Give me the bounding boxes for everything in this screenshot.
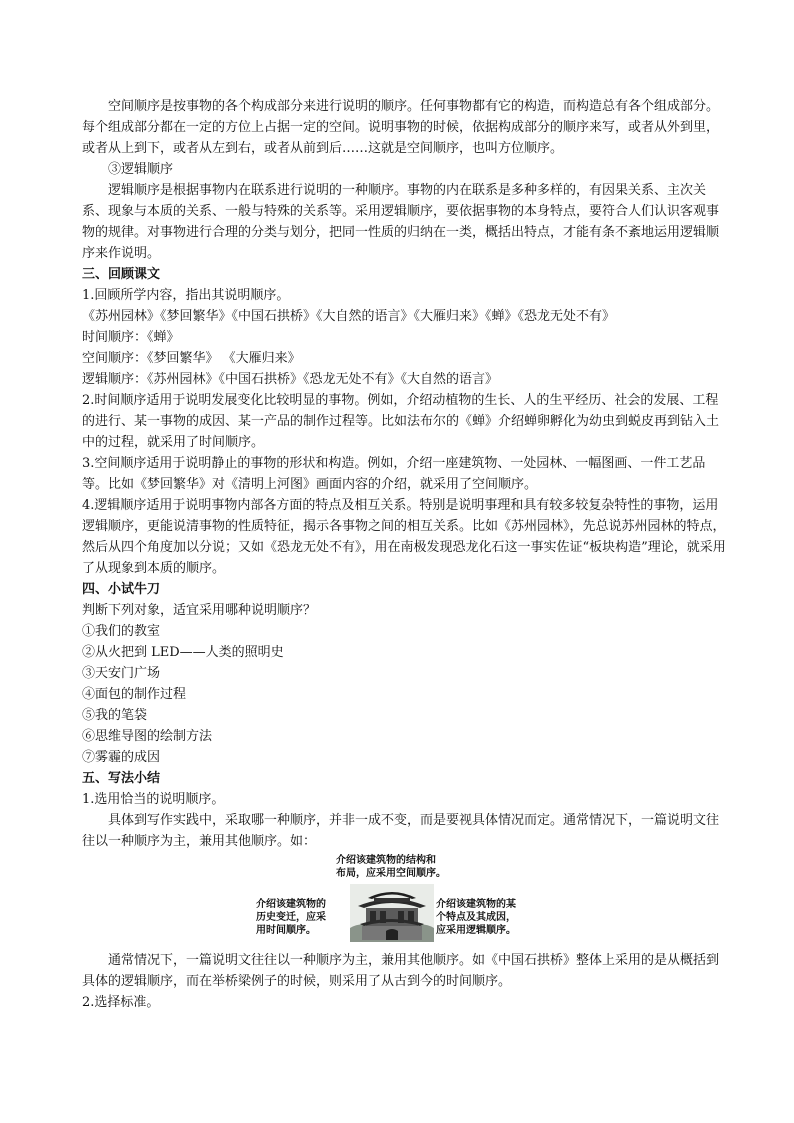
practice-item: ③天安门广场 (82, 666, 161, 681)
figure-caption-right: 介绍该建筑物的某 个特点及其成因， 应采用逻辑顺序。 (436, 899, 516, 936)
section-review-title: 三、回顾课文 (82, 267, 161, 282)
practice-prompt: 判断下列对象，适宜采用哪种说明顺序？ (82, 603, 317, 618)
review-item-3: 3.空间顺序适用于说明静止的事物的形状和构造。例如，介绍一座建筑物、一处园林、一幅图画、一件工艺品等。比如《梦回繁华》对《清明上河图》画面内容的介绍，就采用了空间顺序。 (82, 456, 706, 492)
section-practice-title: 四、小试牛刀 (82, 582, 161, 597)
review-item-4: 4.逻辑顺序适用于说明事物内部各方面的特点及相互关系。特别是说明事理和具有较多较复杂特性的事物，运用逻辑顺序，更能说清事物的性质特征，揭示各事物之间的相互关系。比如《苏州园林》，先总说苏州园林的特点，然后从四个角度加以分说；又如《恐龙无处不有》，用在南极发现恐龙化石这一事实佐证“板块构造”理论，就采用了从现象到本质的顺序。 (82, 498, 726, 576)
paragraph-logic-order: 逻辑顺序是根据事物内在联系进行说明的一种顺序。事物的内在联系是多种多样的，有因果关系、主次关系、现象与本质的关系、一般与特殊的关系等。采用逻辑顺序，要依据事物的本身特点，要符合人们认识客观事物的规律。对事物进行合理的分类与划分，把同一性质的归纳在一类，概括出特点，才能有条不紊地运用逻辑顺序来作说明。 (82, 183, 720, 261)
review-item-2: 2.时间顺序适用于说明发展变化比较明显的事物。例如，介绍动植物的生长、人的生平经历、社会的发展、工程的进行、某一事物的成因、某一产品的制作过程等。比如法布尔的《蝉》介绍蝉卵孵化为幼虫到蜕皮再到钻入土中的过程，就采用了时间顺序。 (82, 393, 720, 450)
summary-paragraph: 具体到写作实践中，采取哪一种顺序，并非一成不变，而是要视具体情况而定。通常情况下，一篇说明文往往以一种顺序为主，兼用其他顺序。如： (82, 813, 720, 849)
summary-item-1: 1.选用恰当的说明顺序。 (82, 792, 225, 807)
pavilion-building-image (350, 884, 434, 942)
section-summary-title: 五、写法小结 (82, 771, 161, 786)
review-question-1: 1.回顾所学内容，指出其说明顺序。 (82, 288, 290, 303)
review-space-order: 空间顺序：《梦回繁华》 《大雁归来》 (82, 351, 301, 366)
review-logic-order: 逻辑顺序：《苏州园林》《中国石拱桥》《恐龙无处不有》《大自然的语言》 (82, 372, 499, 387)
review-time-order: 时间顺序：《蝉》 (82, 330, 180, 345)
paragraph-space-order: 空间顺序是按事物的各个构成部分来进行说明的顺序。任何事物都有它的构造，而构造总有各个组成部分。每个组成部分都在一定的方位上占据一定的空间。说明事物的时候，依据构成部分的顺序来写，或者从外到里，或者从上到下，或者从左到右，或者从前到后……这就是空间顺序，也叫方位顺序。 (82, 99, 720, 156)
review-text-list: 《苏州园林》《梦回繁华》《中国石拱桥》《大自然的语言》《大雁归来》《蝉》《恐龙无处不有》 (82, 309, 616, 324)
logic-order-heading: ③逻辑顺序 (108, 162, 174, 177)
document-page (82, 96, 727, 1013)
practice-item: ④面包的制作过程 (82, 687, 187, 702)
figure-caption-top: 介绍该建筑物的结构和 布局，应采用空间顺序。 (336, 855, 446, 879)
summary-item-2: 2.选择标准。 (82, 995, 160, 1010)
summary-paragraph-2: 通常情况下，一篇说明文往往以一种顺序为主，兼用其他顺序。如《中国石拱桥》整体上采用的是从概括到具体的逻辑顺序，而在举桥梁例子的时候，则采用了从古到今的时间顺序。 (82, 953, 720, 989)
practice-item: ⑦雾霾的成因 (82, 750, 161, 765)
building-figure (82, 854, 727, 944)
practice-item: ⑤我的笔袋 (82, 708, 148, 723)
practice-item: ①我们的教室 (82, 624, 161, 639)
figure-caption-left: 介绍该建筑物的 历史变迁，应采 用时间顺序。 (256, 899, 326, 936)
practice-item: ②从火把到 LED——人类的照明史 (82, 645, 284, 660)
practice-item: ⑥思维导图的绘制方法 (82, 729, 213, 744)
